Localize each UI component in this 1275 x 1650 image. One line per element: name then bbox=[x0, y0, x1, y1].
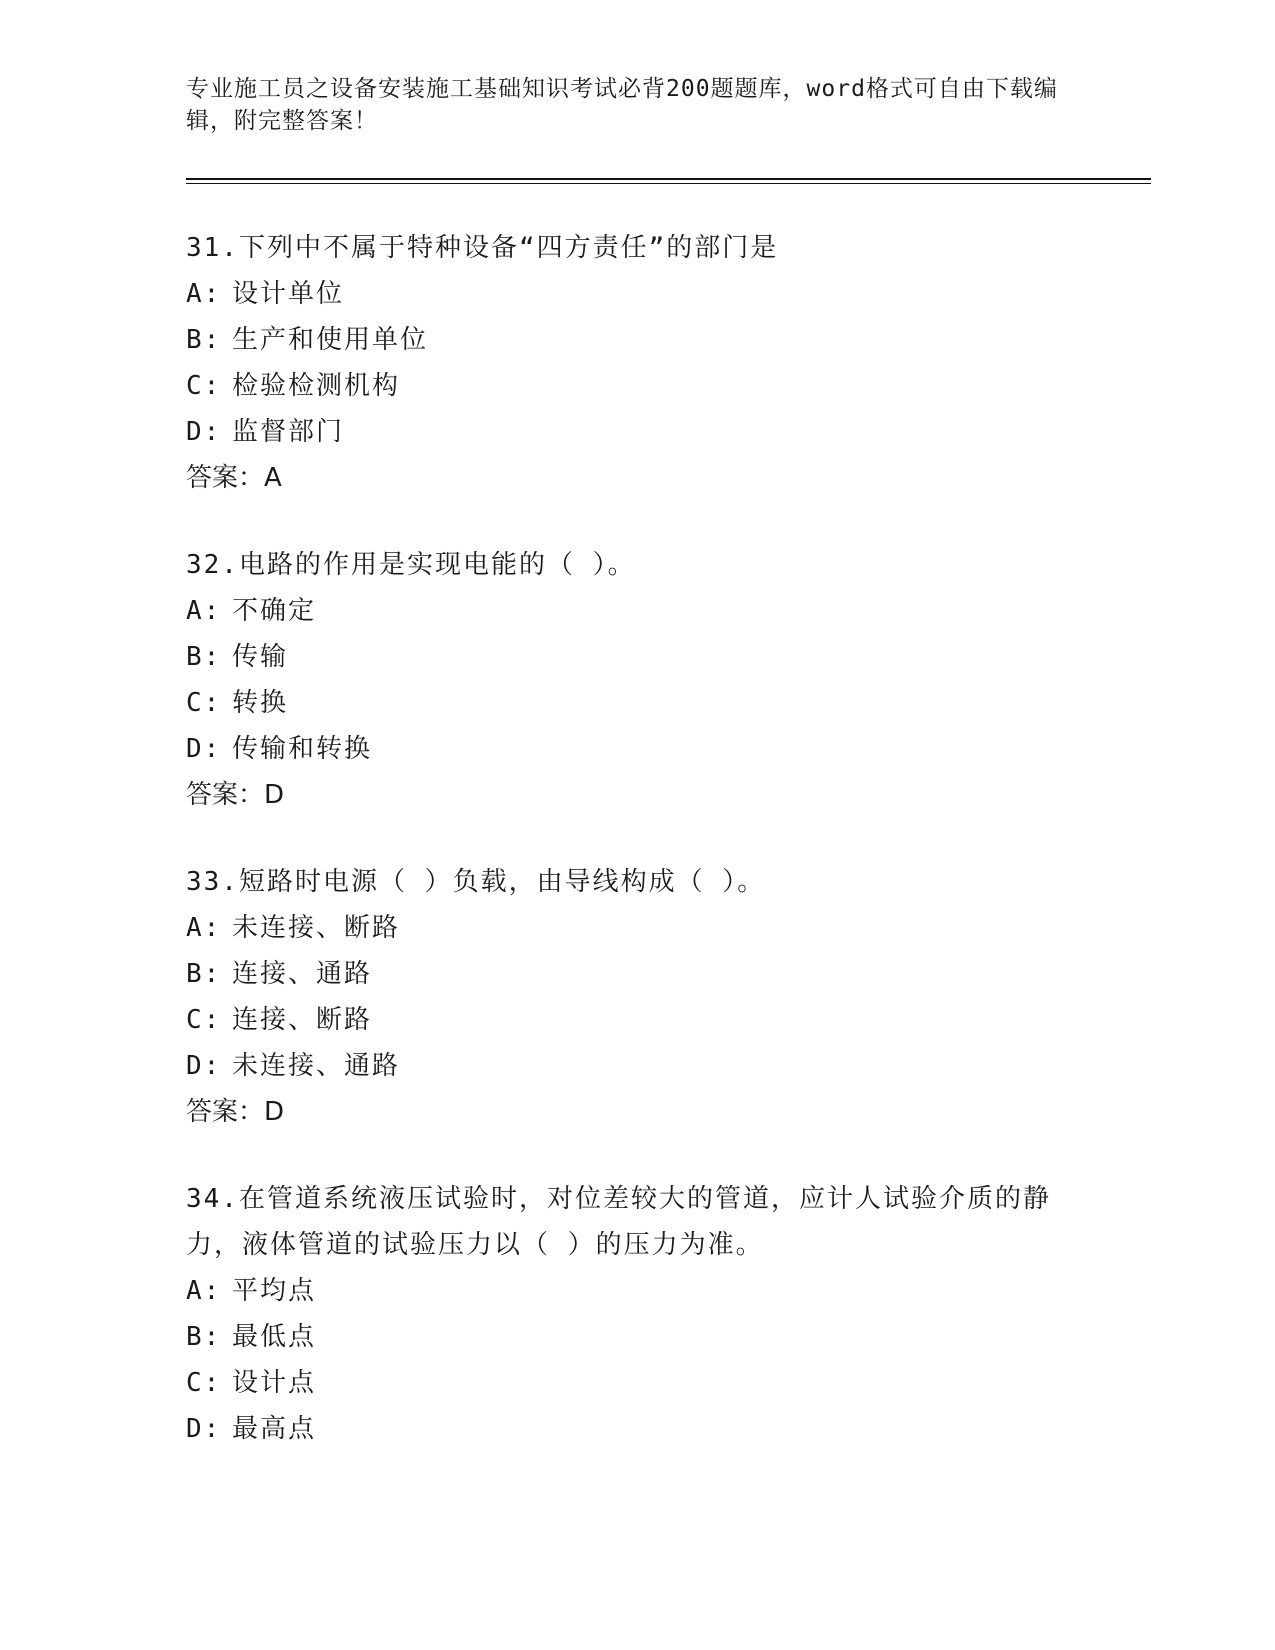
option-d bbox=[186, 726, 1086, 772]
option-text: 不确定 bbox=[232, 596, 317, 626]
option-letter: B: bbox=[186, 959, 222, 989]
option-text: 未连接、通路 bbox=[232, 1051, 401, 1081]
document-title: 专业施工员之设备安装施工基础知识考试必背200题题库，word格式可自由下载编辑，附完整答案！ bbox=[186, 76, 1058, 134]
option-letter: D: bbox=[186, 734, 222, 764]
option-d bbox=[186, 409, 1086, 455]
answer-line: 答案：A bbox=[186, 463, 282, 493]
option-letter: A: bbox=[186, 913, 222, 943]
option-b bbox=[186, 951, 1086, 997]
option-letter: B: bbox=[186, 1322, 222, 1352]
option-d bbox=[186, 1043, 1086, 1089]
header-divider-thick bbox=[186, 178, 1151, 180]
question-stem: 32.电路的作用是实现电能的（ ）。 bbox=[186, 550, 636, 580]
question-stem: 34.在管道系统液压试验时，对位差较大的管道，应计人试验介质的静力，液体管道的试验压力以（ ）的压力为准。 bbox=[186, 1184, 1051, 1260]
option-text: 检验检测机构 bbox=[232, 371, 401, 401]
option-letter: C: bbox=[186, 1005, 222, 1035]
option-c bbox=[186, 1360, 1086, 1406]
question-stem: 33.短路时电源（ ）负载，由导线构成（ ）。 bbox=[186, 867, 766, 897]
option-text: 连接、断路 bbox=[232, 1005, 373, 1035]
option-letter: D: bbox=[186, 417, 222, 447]
option-text: 设计点 bbox=[232, 1368, 317, 1398]
answer-line: 答案：D bbox=[186, 780, 285, 810]
option-letter: A: bbox=[186, 279, 222, 309]
question-31 bbox=[186, 225, 1086, 501]
question-33 bbox=[186, 859, 1086, 1135]
option-text: 平均点 bbox=[232, 1276, 317, 1306]
option-text: 生产和使用单位 bbox=[232, 325, 429, 355]
option-c bbox=[186, 997, 1086, 1043]
option-b bbox=[186, 1314, 1086, 1360]
option-c bbox=[186, 680, 1086, 726]
answer-line: 答案：D bbox=[186, 1097, 285, 1127]
header-divider-thin bbox=[186, 183, 1151, 184]
option-d bbox=[186, 1406, 1086, 1452]
option-a bbox=[186, 905, 1086, 951]
option-letter: C: bbox=[186, 688, 222, 718]
option-text: 转换 bbox=[232, 688, 289, 718]
option-a bbox=[186, 271, 1086, 317]
option-letter: C: bbox=[186, 371, 222, 401]
option-letter: B: bbox=[186, 325, 222, 355]
option-text: 最高点 bbox=[232, 1414, 317, 1444]
option-letter: A: bbox=[186, 596, 222, 626]
option-letter: A: bbox=[186, 1276, 222, 1306]
option-text: 监督部门 bbox=[232, 417, 345, 447]
option-text: 传输 bbox=[232, 642, 289, 672]
option-text: 连接、通路 bbox=[232, 959, 373, 989]
option-letter: D: bbox=[186, 1414, 222, 1444]
question-34 bbox=[186, 1176, 1086, 1452]
option-letter: D: bbox=[186, 1051, 222, 1081]
option-text: 设计单位 bbox=[232, 279, 345, 309]
question-32 bbox=[186, 542, 1086, 818]
option-letter: C: bbox=[186, 1368, 222, 1398]
option-b bbox=[186, 317, 1086, 363]
question-stem: 31.下列中不属于特种设备“四方责任”的部门是 bbox=[186, 233, 779, 263]
option-a bbox=[186, 588, 1086, 634]
option-text: 最低点 bbox=[232, 1322, 317, 1352]
option-b bbox=[186, 634, 1086, 680]
option-text: 未连接、断路 bbox=[232, 913, 401, 943]
option-letter: B: bbox=[186, 642, 222, 672]
option-c bbox=[186, 363, 1086, 409]
option-text: 传输和转换 bbox=[232, 734, 373, 764]
option-a bbox=[186, 1268, 1086, 1314]
